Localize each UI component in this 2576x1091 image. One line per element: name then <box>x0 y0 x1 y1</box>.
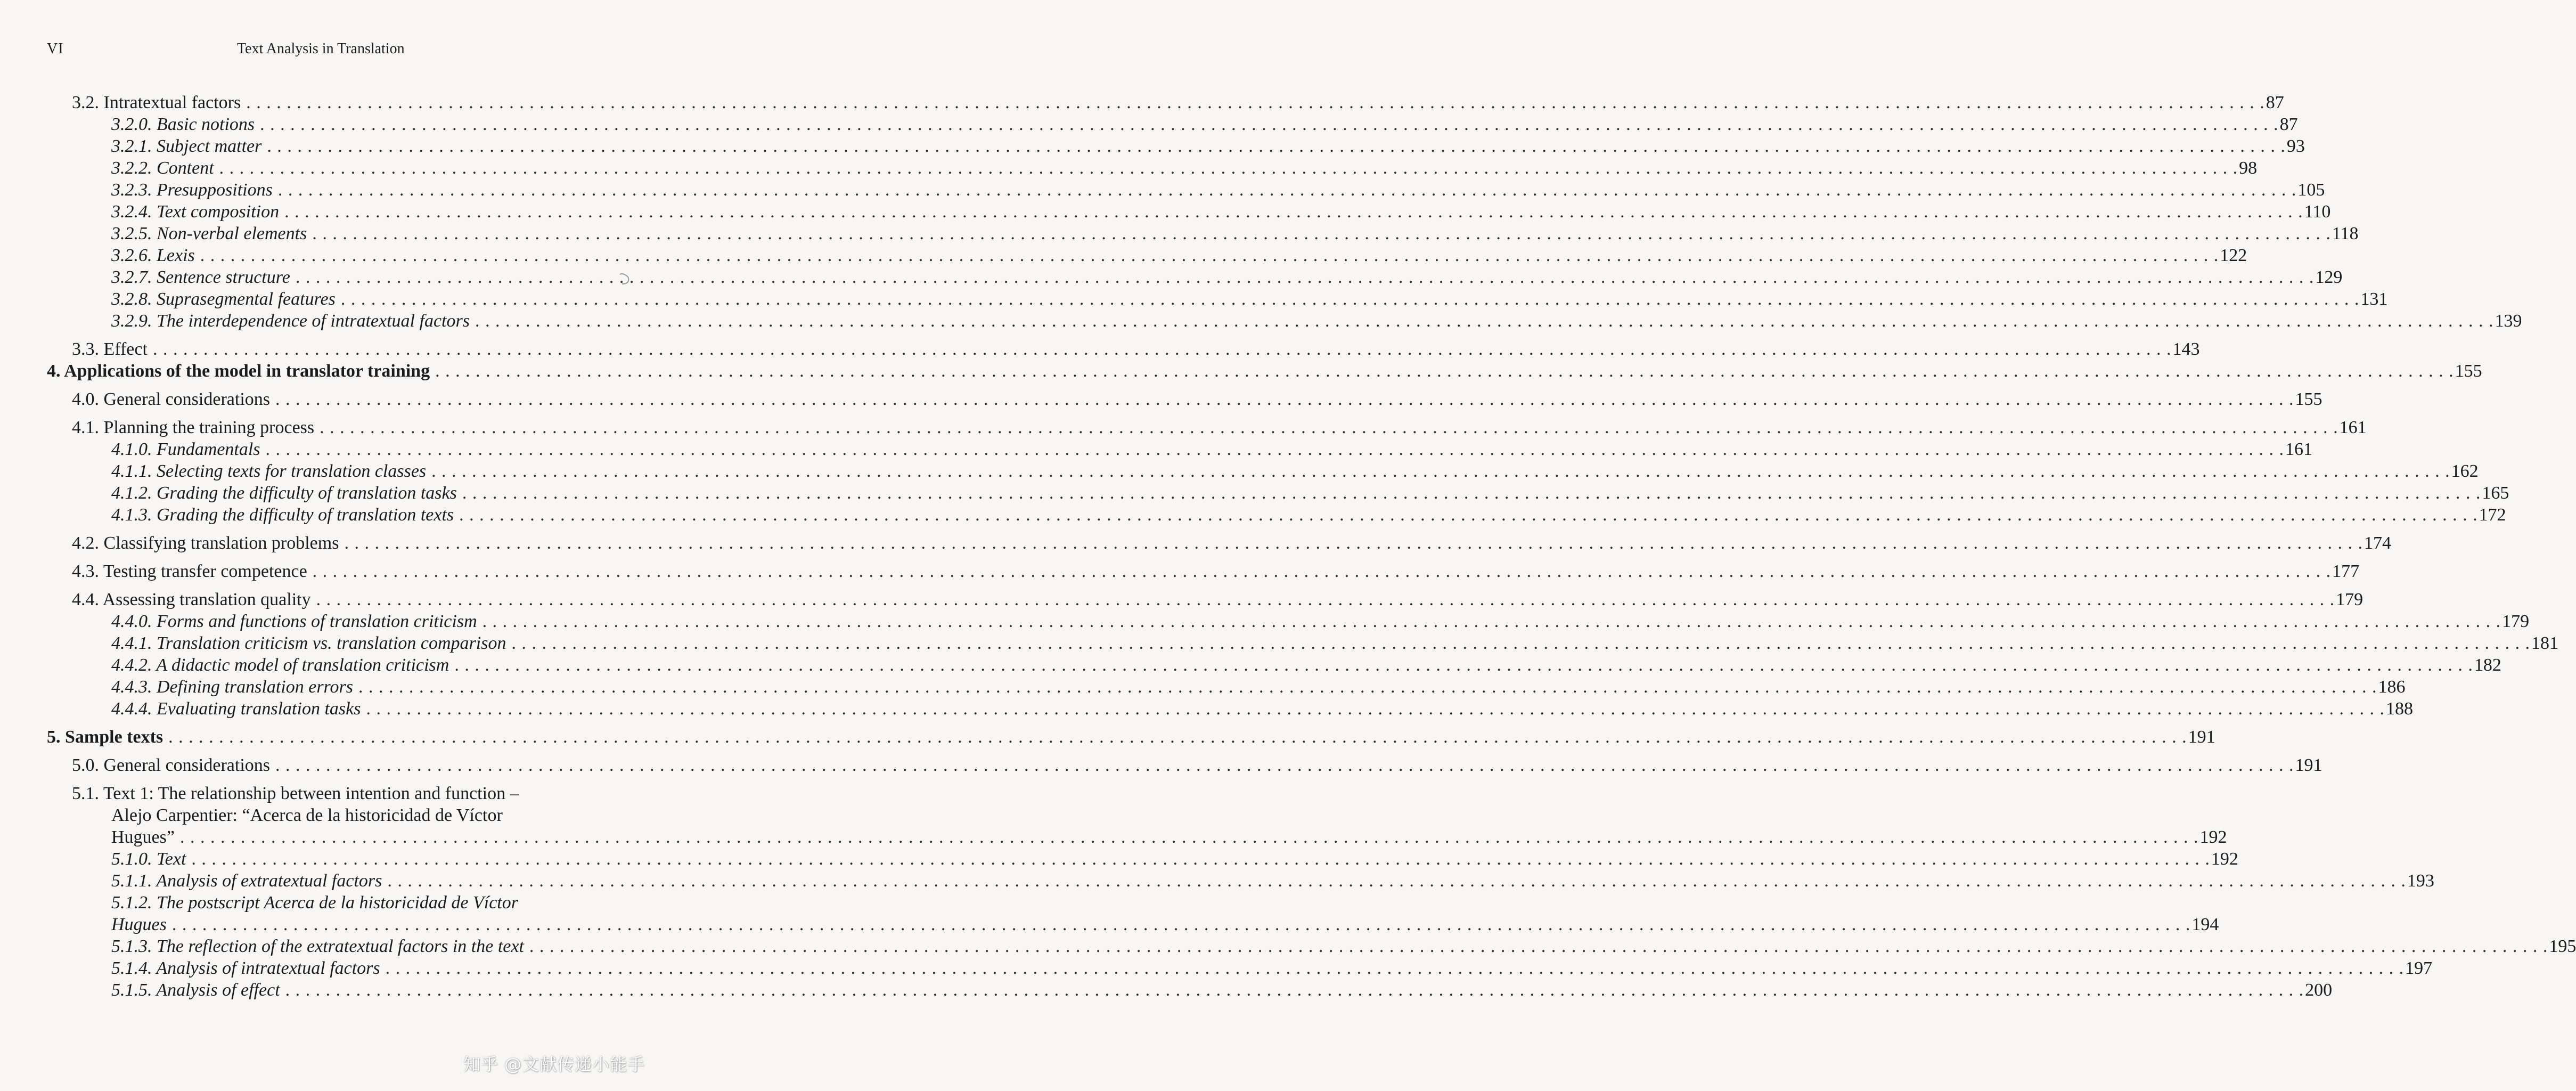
toc-leader-dots: . . . . . . . . . . . . . . . . . . . . . . . . . . . . . . . . . . . . . . . . . . . . . . . . . . . . . . . . . . . . . . . . . . . . . . . . . . . . . . . . . . . . . . . . . . . . . . . . . . . . . . . . . . . . . . . . . . . . . . . . . . . . . . . . . . . . . . . . . . . . . . . . . . . . . . . . . . . . . . . . . . . . . . . . . . . . . . . . . . . . . . . . . . . . . . . . . . . . . . . . <box>284 202 2303 222</box>
toc-leader-dots: . . . . . . . . . . . . . . . . . . . . . . . . . . . . . . . . . . . . . . . . . . . . . . . . . . . . . . . . . . . . . . . . . . . . . . . . . . . . . . . . . . . . . . . . . . . . . . . . . . . . . . . . . . . . . . . . . . . . . . . . . . . . . . . . . . . . . . . . . . . . . . . . . . . . . . . . . . . . . . . . . . . . . . . . . . . . . . . . . . . . . . . . . . . . . . . . . . . . . . . . <box>358 677 2377 697</box>
toc-page-number: 181 <box>2531 633 2558 653</box>
toc-leader-dots: . . . . . . . . . . . . . . . . . . . . . . . . . . . . . . . . . . . . . . . . . . . . . . . . . . . . . . . . . . . . . . . . . . . . . . . . . . . . . . . . . . . . . . . . . . . . . . . . . . . . . . . . . . . . . . . . . . . . . . . . . . . . . . . . . . . . . . . . . . . . . . . . . . . . . . . . . . . . . . . . . . . . . . . . . . . . . . . . . . . . . . . . . . . . . . . . . . . . . . . . <box>459 505 2478 525</box>
toc-entry[interactable] <box>0 979 2333 1001</box>
toc-entry[interactable] <box>0 826 2227 848</box>
toc-entry-title: 4.4.2. A didactic model of translation criticism <box>111 655 449 675</box>
toc-page-number: 194 <box>2191 915 2219 934</box>
toc-entry-title: 3.2. Intratextual factors <box>72 93 241 112</box>
toc-entry[interactable] <box>0 914 2219 935</box>
toc-entry-title: 4.4.0. Forms and functions of translation criticism <box>111 612 477 631</box>
toc-leader-dots: . . . . . . . . . . . . . . . . . . . . . . . . . . . . . . . . . . . . . . . . . . . . . . . . . . . . . . . . . . . . . . . . . . . . . . . . . . . . . . . . . . . . . . . . . . . . . . . . . . . . . . . . . . . . . . . . . . . . . . . . . . . . . . . . . . . . . . . . . . . . . . . . . . . . . . . . . . . . . . . . . . . . . . . . . . . . . . . . . . . . . . . . . . . . . . . . . . . . . . . . <box>366 699 2385 719</box>
toc-page-number: 188 <box>2385 699 2413 719</box>
toc-entry[interactable] <box>0 482 2509 504</box>
toc-page-number: 98 <box>2239 158 2258 178</box>
toc-entry[interactable] <box>0 589 2364 610</box>
toc-leader-dots: . . . . . . . . . . . . . . . . . . . . . . . . . . . . . . . . . . . . . . . . . . . . . . . . . . . . . . . . . . . . . . . . . . . . . . . . . . . . . . . . . . . . . . . . . . . . . . . . . . . . . . . . . . . . . . . . . . . . . . . . . . . . . . . . . . . . . . . . . . . . . . . . . . . . . . . . . . . . . . . . . . . . . . . . . . . . . . . . . . . . . . . . . . . . . . . . . . . . . . . . <box>431 461 2450 481</box>
toc-page-number: 162 <box>2451 461 2479 481</box>
toc-entry-title: Hugues <box>111 915 167 934</box>
toc-page-number: 179 <box>2502 612 2530 631</box>
toc-entry-title: 4.1.1. Selecting texts for translation classes <box>111 461 427 481</box>
toc-page-number: 177 <box>2332 561 2360 581</box>
toc-page-number: 110 <box>2304 202 2331 222</box>
toc-leader-dots: . . . . . . . . . . . . . . . . . . . . . . . . . . . . . . . . . . . . . . . . . . . . . . . . . . . . . . . . . . . . . . . . . . . . . . . . . . . . . . . . . . . . . . . . . . . . . . . . . . . . . . . . . . . . . . . . . . . . . . . . . . . . . . . . . . . . . . . . . . . . . . . . . . . . . . . . . . . . . . . . . . . . . . . . . . . . . . . . . . . . . . . . . . . . . . . . . . . . . . . . <box>385 958 2405 978</box>
toc-entry-title: 5.1.1. Analysis of extratextual factors <box>111 871 382 891</box>
toc-entry-title: 3.3. Effect <box>72 339 148 359</box>
toc-entry-title: 5.1.4. Analysis of intratextual factors <box>111 958 380 978</box>
toc-page-number: 174 <box>2364 533 2391 553</box>
toc-entry-title: 4.1.0. Fundamentals <box>111 439 260 459</box>
toc-page-number: 191 <box>2295 755 2323 775</box>
toc-leader-dots: . . . . . . . . . . . . . . . . . . . . . . . . . . . . . . . . . . . . . . . . . . . . . . . . . . . . . . . . . . . . . . . . . . . . . . . . . . . . . . . . . . . . . . . . . . . . . . . . . . . . . . . . . . . . . . . . . . . . . . . . . . . . . . . . . . . . . . . . . . . . . . . . . . . . . . . . . . . . . . . . . . . . . . . . . . . . . . . . . . . . . . . . . . . . . . . . . . . . . . . . <box>246 93 2265 112</box>
toc-leader-dots: . . . . . . . . . . . . . . . . . . . . . . . . . . . . . . . . . . . . . . . . . . . . . . . . . . . . . . . . . . . . . . . . . . . . . . . . . . . . . . . . . . . . . . . . . . . . . . . . . . . . . . . . . . . . . . . . . . . . . . . . . . . . . . . . . . . . . . . . . . . . . . . . . . . . . . . . . . . . . . . . . . . . . . . . . . . . . . . . . . . . . . . . . . . . . . . . . . . . . . . . <box>171 915 2191 934</box>
toc-page-number: 143 <box>2172 339 2200 359</box>
toc-entry[interactable] <box>0 726 2215 748</box>
toc-leader-dots: . . . . . . . . . . . . . . . . . . . . . . . . . . . . . . . . . . . . . . . . . . . . . . . . . . . . . . . . . . . . . . . . . . . . . . . . . . . . . . . . . . . . . . . . . . . . . . . . . . . . . . . . . . . . . . . . . . . . . . . . . . . . . . . . . . . . . . . . . . . . . . . . . . . . . . . . . . . . . . . . . . . . . . . . . . . . . . . . . . . . . . . . . . . . . . . . . . . . . . . . <box>312 224 2331 243</box>
toc-leader-dots: . . . . . . . . . . . . . . . . . . . . . . . . . . . . . . . . . . . . . . . . . . . . . . . . . . . . . . . . . . . . . . . . . . . . . . . . . . . . . . . . . . . . . . . . . . . . . . . . . . . . . . . . . . . . . . . . . . . . . . . . . . . . . . . . . . . . . . . . . . . . . . . . . . . . . . . . . . . . . . . . . . . . . . . . . . . . . . . . . . . . . . . . . . . . . . . . . . . . . . . . <box>482 612 2501 631</box>
toc-leader-dots: . . . . . . . . . . . . . . . . . . . . . . . . . . . . . . . . . . . . . . . . . . . . . . . . . . . . . . . . . . . . . . . . . . . . . . . . . . . . . . . . . . . . . . . . . . . . . . . . . . . . . . . . . . . . . . . . . . . . . . . . . . . . . . . . . . . . . . . . . . . . . . . . . . . . . . . . . . . . . . . . . . . . . . . . . . . . . . . . . . . . . . . . . . . . . . . . . . . . . . . . <box>265 439 2285 459</box>
toc-leader-dots: . . . . . . . . . . . . . . . . . . . . . . . . . . . . . . . . . . . . . . . . . . . . . . . . . . . . . . . . . . . . . . . . . . . . . . . . . . . . . . . . . . . . . . . . . . . . . . . . . . . . . . . . . . . . . . . . . . . . . . . . . . . . . . . . . . . . . . . . . . . . . . . . . . . . . . . . . . . . . . . . . . . . . . . . . . . . . . . . . . . . . . . . . . . . . . . . . . . . . . . . <box>295 267 2315 287</box>
toc-entry-title: 5.1.3. The reflection of the extratextual factors in the text <box>111 937 524 956</box>
toc-leader-dots: . . . . . . . . . . . . . . . . . . . . . . . . . . . . . . . . . . . . . . . . . . . . . . . . . . . . . . . . . . . . . . . . . . . . . . . . . . . . . . . . . . . . . . . . . . . . . . . . . . . . . . . . . . . . . . . . . . . . . . . . . . . . . . . . . . . . . . . . . . . . . . . . . . . . . . . . . . . . . . . . . . . . . . . . . . . . . . . . . . . . . . . . . . . . . . . . . . . . . . . . <box>529 937 2548 956</box>
running-title: Text Analysis in Translation <box>237 40 405 57</box>
toc-page-number: 161 <box>2285 439 2313 459</box>
toc-entry[interactable] <box>0 957 2433 979</box>
toc-page-number: 191 <box>2188 727 2215 747</box>
pencil-mark-icon <box>617 271 639 287</box>
toc-entry-title: 4.1. Planning the training process <box>72 418 315 437</box>
toc-page-number: 192 <box>2199 827 2227 847</box>
toc-entry-title: 3.2.8. Suprasegmental features <box>111 289 336 309</box>
toc-leader-dots: . . . . . . . . . . . . . . . . . . . . . . . . . . . . . . . . . . . . . . . . . . . . . . . . . . . . . . . . . . . . . . . . . . . . . . . . . . . . . . . . . . . . . . . . . . . . . . . . . . . . . . . . . . . . . . . . . . . . . . . . . . . . . . . . . . . . . . . . . . . . . . . . . . . . . . . . . . . . . . . . . . . . . . . . . . . . . . . . . . . . . . . . . . . . . . . . . . . . . . . . <box>320 418 2338 437</box>
toc-leader-dots: . . . . . . . . . . . . . . . . . . . . . . . . . . . . . . . . . . . . . . . . . . . . . . . . . . . . . . . . . . . . . . . . . . . . . . . . . . . . . . . . . . . . . . . . . . . . . . . . . . . . . . . . . . . . . . . . . . . . . . . . . . . . . . . . . . . . . . . . . . . . . . . . . . . . . . . . . . . . . . . . . . . . . . . . . . . . . . . . . . . . . . . . . . . . . . . . . . . . . . . . <box>312 561 2332 581</box>
page-number: VI <box>47 40 64 57</box>
toc-entry-title: 4.4.1. Translation criticism vs. translation comparison <box>111 633 506 653</box>
toc-leader-dots: . . . . . . . . . . . . . . . . . . . . . . . . . . . . . . . . . . . . . . . . . . . . . . . . . . . . . . . . . . . . . . . . . . . . . . . . . . . . . . . . . . . . . . . . . . . . . . . . . . . . . . . . . . . . . . . . . . . . . . . . . . . . . . . . . . . . . . . . . . . . . . . . . . . . . . . . . . . . . . . . . . . . . . . . . . . . . . . . . . . . . . . . . . . . . . . . . . . . . . . . <box>462 483 2481 503</box>
toc-entry[interactable] <box>0 754 2323 776</box>
toc-entry-title: 3.2.4. Text composition <box>111 202 280 222</box>
toc-entry[interactable] <box>0 388 2323 410</box>
toc-entry[interactable] <box>0 438 2313 460</box>
toc-entry-title: 4.0. General considerations <box>72 389 270 409</box>
toc-leader-dots: . . . . . . . . . . . . . . . . . . . . . . . . . . . . . . . . . . . . . . . . . . . . . . . . . . . . . . . . . . . . . . . . . . . . . . . . . . . . . . . . . . . . . . . . . . . . . . . . . . . . . . . . . . . . . . . . . . . . . . . . . . . . . . . . . . . . . . . . . . . . . . . . . . . . . . . . . . . . . . . . . . . . . . . . . . . . . . . . . . . . . . . . . . . . . . . . . . . . . . . . <box>267 136 2286 156</box>
table-of-contents <box>0 92 2576 1001</box>
toc-page-number: 179 <box>2336 590 2364 609</box>
toc-entry[interactable] <box>0 360 2482 382</box>
toc-entry-title: 4.4.4. Evaluating translation tasks <box>111 699 361 719</box>
toc-page-number: 122 <box>2220 246 2247 265</box>
toc-leader-dots: . . . . . . . . . . . . . . . . . . . . . . . . . . . . . . . . . . . . . . . . . . . . . . . . . . . . . . . . . . . . . . . . . . . . . . . . . . . . . . . . . . . . . . . . . . . . . . . . . . . . . . . . . . . . . . . . . . . . . . . . . . . . . . . . . . . . . . . . . . . . . . . . . . . . . . . . . . . . . . . . . . . . . . . . . . . . . . . . . . . . . . . . . . . . . . . . . . . . . . . . <box>152 339 2172 359</box>
toc-entry[interactable] <box>0 135 2305 157</box>
page-header <box>0 40 692 62</box>
toc-entry[interactable] <box>0 157 2258 179</box>
toc-leader-dots: . . . . . . . . . . . . . . . . . . . . . . . . . . . . . . . . . . . . . . . . . . . . . . . . . . . . . . . . . . . . . . . . . . . . . . . . . . . . . . . . . . . . . . . . . . . . . . . . . . . . . . . . . . . . . . . . . . . . . . . . . . . . . . . . . . . . . . . . . . . . . . . . . . . . . . . . . . . . . . . . . . . . . . . . . . . . . . . . . . . . . . . . . . . . . . . . . . . . . . . . <box>275 389 2294 409</box>
toc-entry-title: 4.1.3. Grading the difficulty of translation texts <box>111 505 454 525</box>
toc-leader-dots: . . . . . . . . . . . . . . . . . . . . . . . . . . . . . . . . . . . . . . . . . . . . . . . . . . . . . . . . . . . . . . . . . . . . . . . . . . . . . . . . . . . . . . . . . . . . . . . . . . . . . . . . . . . . . . . . . . . . . . . . . . . . . . . . . . . . . . . . . . . . . . . . . . . . . . . . . . . . . . . . . . . . . . . . . . . . . . . . . . . . . . . . . . . . . . . . . . . . . . . . <box>285 980 2304 1000</box>
toc-page-number: 172 <box>2479 505 2506 525</box>
toc-entry-title: 3.2.7. Sentence structure <box>111 267 290 287</box>
toc-entry-title: 5. Sample texts <box>47 727 163 747</box>
toc-entry[interactable] <box>0 610 2530 632</box>
toc-page-number: 161 <box>2339 418 2367 437</box>
toc-entry[interactable] <box>0 92 2284 113</box>
toc-page-number: 197 <box>2405 958 2433 978</box>
toc-entry-title: 5.1.5. Analysis of effect <box>111 980 280 1000</box>
toc-page-number: 118 <box>2332 224 2359 243</box>
toc-page-number: 139 <box>2495 311 2522 331</box>
toc-page-number: 182 <box>2474 655 2501 675</box>
toc-entry-title: 4.1.2. Grading the difficulty of translation tasks <box>111 483 457 503</box>
toc-leader-dots: . . . . . . . . . . . . . . . . . . . . . . . . . . . . . . . . . . . . . . . . . . . . . . . . . . . . . . . . . . . . . . . . . . . . . . . . . . . . . . . . . . . . . . . . . . . . . . . . . . . . . . . . . . . . . . . . . . . . . . . . . . . . . . . . . . . . . . . . . . . . . . . . . . . . . . . . . . . . . . . . . . . . . . . . . . . . . . . . . . . . . . . . . . . . . . . . . . . . . . . . <box>200 246 2219 265</box>
toc-leader-dots: . . . . . . . . . . . . . . . . . . . . . . . . . . . . . . . . . . . . . . . . . . . . . . . . . . . . . . . . . . . . . . . . . . . . . . . . . . . . . . . . . . . . . . . . . . . . . . . . . . . . . . . . . . . . . . . . . . . . . . . . . . . . . . . . . . . . . . . . . . . . . . . . . . . . . . . . . . . . . . . . . . . . . . . . . . . . . . . . . . . . . . . . . . . . . . . . . . . . . . . . <box>275 755 2294 775</box>
toc-entry[interactable] <box>0 632 2558 654</box>
toc-entry-title: 4.2. Classifying translation problems <box>72 533 339 553</box>
toc-leader-dots: . . . . . . . . . . . . . . . . . . . . . . . . . . . . . . . . . . . . . . . . . . . . . . . . . . . . . . . . . . . . . . . . . . . . . . . . . . . . . . . . . . . . . . . . . . . . . . . . . . . . . . . . . . . . . . . . . . . . . . . . . . . . . . . . . . . . . . . . . . . . . . . . . . . . . . . . . . . . . . . . . . . . . . . . . . . . . . . . . . . . . . . . . . . . . . . . . . . . . . . . <box>511 633 2530 653</box>
toc-entry[interactable] <box>0 113 2298 135</box>
toc-page-number: 129 <box>2315 267 2343 287</box>
toc-entry[interactable] <box>0 338 2200 360</box>
toc-page-number: 192 <box>2211 849 2238 869</box>
toc-entry-title: 4. Applications of the model in translator training <box>47 361 430 381</box>
toc-leader-dots: . . . . . . . . . . . . . . . . . . . . . . . . . . . . . . . . . . . . . . . . . . . . . . . . . . . . . . . . . . . . . . . . . . . . . . . . . . . . . . . . . . . . . . . . . . . . . . . . . . . . . . . . . . . . . . . . . . . . . . . . . . . . . . . . . . . . . . . . . . . . . . . . . . . . . . . . . . . . . . . . . . . . . . . . . . . . . . . . . . . . . . . . . . . . . . . . . . . . . . . . <box>475 311 2494 331</box>
toc-leader-dots: . . . . . . . . . . . . . . . . . . . . . . . . . . . . . . . . . . . . . . . . . . . . . . . . . . . . . . . . . . . . . . . . . . . . . . . . . . . . . . . . . . . . . . . . . . . . . . . . . . . . . . . . . . . . . . . . . . . . . . . . . . . . . . . . . . . . . . . . . . . . . . . . . . . . . . . . . . . . . . . . . . . . . . . . . . . . . . . . . . . . . . . . . . . . . . . . . . . . . . . . <box>435 361 2454 381</box>
toc-page-number: 131 <box>2360 289 2388 309</box>
toc-entry-title: 4.3. Testing transfer competence <box>72 561 307 581</box>
toc-leader-dots: . . . . . . . . . . . . . . . . . . . . . . . . . . . . . . . . . . . . . . . . . . . . . . . . . . . . . . . . . . . . . . . . . . . . . . . . . . . . . . . . . . . . . . . . . . . . . . . . . . . . . . . . . . . . . . . . . . . . . . . . . . . . . . . . . . . . . . . . . . . . . . . . . . . . . . . . . . . . . . . . . . . . . . . . . . . . . . . . . . . . . . . . . . . . . . . . . . . . . . . . <box>168 727 2187 747</box>
toc-entry-title: 3.2.2. Content <box>111 158 214 178</box>
toc-page-number: 186 <box>2378 677 2406 697</box>
toc-leader-dots: . . . . . . . . . . . . . . . . . . . . . . . . . . . . . . . . . . . . . . . . . . . . . . . . . . . . . . . . . . . . . . . . . . . . . . . . . . . . . . . . . . . . . . . . . . . . . . . . . . . . . . . . . . . . . . . . . . . . . . . . . . . . . . . . . . . . . . . . . . . . . . . . . . . . . . . . . . . . . . . . . . . . . . . . . . . . . . . . . . . . . . . . . . . . . . . . . . . . . . . . <box>340 289 2360 309</box>
toc-entry[interactable] <box>0 935 2576 957</box>
toc-entry[interactable] <box>0 310 2522 332</box>
toc-entry-title: 3.2.5. Non-verbal elements <box>111 224 307 243</box>
toc-entry-title: 4.4. Assessing translation quality <box>72 590 311 609</box>
toc-entry[interactable] <box>0 848 2238 870</box>
toc-entry-title: 3.2.1. Subject matter <box>111 136 262 156</box>
toc-entry[interactable] <box>0 179 2325 201</box>
toc-entry[interactable] <box>0 201 2331 223</box>
toc-entry-title: 3.2.6. Lexis <box>111 246 195 265</box>
toc-leader-dots: . . . . . . . . . . . . . . . . . . . . . . . . . . . . . . . . . . . . . . . . . . . . . . . . . . . . . . . . . . . . . . . . . . . . . . . . . . . . . . . . . . . . . . . . . . . . . . . . . . . . . . . . . . . . . . . . . . . . . . . . . . . . . . . . . . . . . . . . . . . . . . . . . . . . . . . . . . . . . . . . . . . . . . . . . . . . . . . . . . . . . . . . . . . . . . . . . . . . . . . . <box>344 533 2363 553</box>
toc-entry[interactable] <box>0 417 2367 438</box>
toc-page-number: 195 <box>2549 937 2576 956</box>
toc-leader-dots: . . . . . . . . . . . . . . . . . . . . . . . . . . . . . . . . . . . . . . . . . . . . . . . . . . . . . . . . . . . . . . . . . . . . . . . . . . . . . . . . . . . . . . . . . . . . . . . . . . . . . . . . . . . . . . . . . . . . . . . . . . . . . . . . . . . . . . . . . . . . . . . . . . . . . . . . . . . . . . . . . . . . . . . . . . . . . . . . . . . . . . . . . . . . . . . . . . . . . . . . <box>316 590 2335 609</box>
toc-leader-dots: . . . . . . . . . . . . . . . . . . . . . . . . . . . . . . . . . . . . . . . . . . . . . . . . . . . . . . . . . . . . . . . . . . . . . . . . . . . . . . . . . . . . . . . . . . . . . . . . . . . . . . . . . . . . . . . . . . . . . . . . . . . . . . . . . . . . . . . . . . . . . . . . . . . . . . . . . . . . . . . . . . . . . . . . . . . . . . . . . . . . . . . . . . . . . . . . . . . . . . . . <box>179 827 2199 847</box>
toc-entry-title: 3.2.9. The interdependence of intratextual factors <box>111 311 470 331</box>
toc-entry[interactable] <box>0 460 2479 482</box>
toc-entry[interactable] <box>0 654 2501 676</box>
toc-entry[interactable] <box>0 698 2413 720</box>
toc-entry-title: 5.1. Text 1: The relationship between intention and function – <box>72 784 519 803</box>
toc-entry[interactable] <box>0 532 2391 554</box>
toc-entry-title: 3.2.0. Basic notions <box>111 115 255 134</box>
toc-entry[interactable] <box>0 288 2388 310</box>
toc-page-number: 155 <box>2455 361 2482 381</box>
toc-entry-title: 5.1.2. The postscript Acerca de la historicidad de Víctor <box>111 893 518 913</box>
toc-leader-dots: . . . . . . . . . . . . . . . . . . . . . . . . . . . . . . . . . . . . . . . . . . . . . . . . . . . . . . . . . . . . . . . . . . . . . . . . . . . . . . . . . . . . . . . . . . . . . . . . . . . . . . . . . . . . . . . . . . . . . . . . . . . . . . . . . . . . . . . . . . . . . . . . . . . . . . . . . . . . . . . . . . . . . . . . . . . . . . . . . . . . . . . . . . . . . . . . . . . . . . . . <box>387 871 2406 891</box>
watermark: 知乎 @文献传递小能手 <box>463 1054 645 1074</box>
toc-leader-dots: . . . . . . . . . . . . . . . . . . . . . . . . . . . . . . . . . . . . . . . . . . . . . . . . . . . . . . . . . . . . . . . . . . . . . . . . . . . . . . . . . . . . . . . . . . . . . . . . . . . . . . . . . . . . . . . . . . . . . . . . . . . . . . . . . . . . . . . . . . . . . . . . . . . . . . . . . . . . . . . . . . . . . . . . . . . . . . . . . . . . . . . . . . . . . . . . . . . . . . . . <box>277 180 2297 200</box>
toc-entry[interactable] <box>0 560 2360 582</box>
toc-page-number: 200 <box>2305 980 2333 1000</box>
toc-page-number: 105 <box>2297 180 2325 200</box>
toc-page-number: 155 <box>2295 389 2323 409</box>
toc-entry[interactable] <box>0 676 2406 698</box>
toc-entry-title: 5.0. General considerations <box>72 755 270 775</box>
toc-entry[interactable] <box>0 245 2247 266</box>
toc-entry-continuation: Alejo Carpentier: “Acerca de la historicidad de Víctor <box>111 805 503 825</box>
toc-entry[interactable] <box>0 266 2343 288</box>
toc-page-number: 193 <box>2407 871 2434 891</box>
toc-leader-dots: . . . . . . . . . . . . . . . . . . . . . . . . . . . . . . . . . . . . . . . . . . . . . . . . . . . . . . . . . . . . . . . . . . . . . . . . . . . . . . . . . . . . . . . . . . . . . . . . . . . . . . . . . . . . . . . . . . . . . . . . . . . . . . . . . . . . . . . . . . . . . . . . . . . . . . . . . . . . . . . . . . . . . . . . . . . . . . . . . . . . . . . . . . . . . . . . . . . . . . . . <box>191 849 2210 869</box>
toc-leader-dots: . . . . . . . . . . . . . . . . . . . . . . . . . . . . . . . . . . . . . . . . . . . . . . . . . . . . . . . . . . . . . . . . . . . . . . . . . . . . . . . . . . . . . . . . . . . . . . . . . . . . . . . . . . . . . . . . . . . . . . . . . . . . . . . . . . . . . . . . . . . . . . . . . . . . . . . . . . . . . . . . . . . . . . . . . . . . . . . . . . . . . . . . . . . . . . . . . . . . . . . . <box>219 158 2238 178</box>
toc-entry[interactable] <box>0 504 2506 526</box>
toc-entry[interactable] <box>0 223 2359 245</box>
toc-page-number: 165 <box>2482 483 2509 503</box>
toc-leader-dots: . . . . . . . . . . . . . . . . . . . . . . . . . . . . . . . . . . . . . . . . . . . . . . . . . . . . . . . . . . . . . . . . . . . . . . . . . . . . . . . . . . . . . . . . . . . . . . . . . . . . . . . . . . . . . . . . . . . . . . . . . . . . . . . . . . . . . . . . . . . . . . . . . . . . . . . . . . . . . . . . . . . . . . . . . . . . . . . . . . . . . . . . . . . . . . . . . . . . . . . . <box>260 115 2279 134</box>
toc-page-number: 87 <box>2279 115 2298 134</box>
toc-leader-dots: . . . . . . . . . . . . . . . . . . . . . . . . . . . . . . . . . . . . . . . . . . . . . . . . . . . . . . . . . . . . . . . . . . . . . . . . . . . . . . . . . . . . . . . . . . . . . . . . . . . . . . . . . . . . . . . . . . . . . . . . . . . . . . . . . . . . . . . . . . . . . . . . . . . . . . . . . . . . . . . . . . . . . . . . . . . . . . . . . . . . . . . . . . . . . . . . . . . . . . . . <box>454 655 2473 675</box>
toc-entry[interactable] <box>0 870 2434 892</box>
toc-entry-title: 4.4.3. Defining translation errors <box>111 677 353 697</box>
toc-page-number: 93 <box>2286 136 2305 156</box>
toc-entry-title: Hugues” <box>111 827 175 847</box>
toc-entry-title: 5.1.0. Text <box>111 849 186 869</box>
toc-entry-title: 3.2.3. Presuppositions <box>111 180 273 200</box>
toc-page-number: 87 <box>2266 93 2284 112</box>
